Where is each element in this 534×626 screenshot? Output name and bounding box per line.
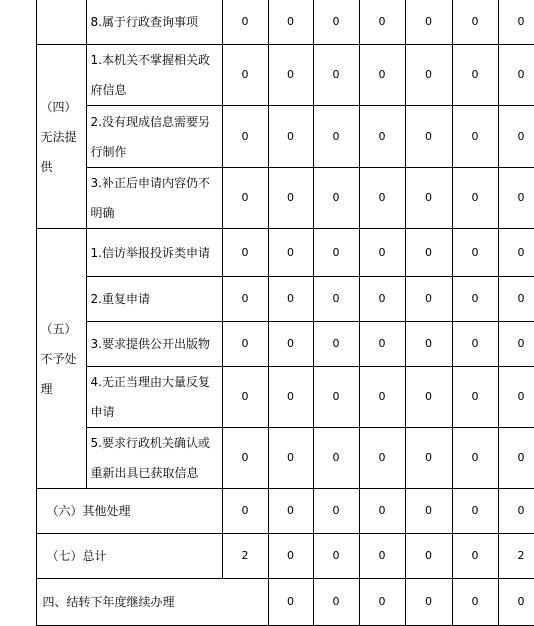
value-cell: 0 [452,229,498,277]
row-label: 2.重复申请 [86,277,222,322]
value-cell: 0 [268,489,313,534]
left-margin-cell [0,0,36,626]
value-cell: 0 [405,428,452,489]
value-cell: 0 [498,579,534,626]
value-cell: 0 [313,229,359,277]
value-cell: 0 [359,168,405,229]
value-cell: 0 [498,45,534,106]
table-row [0,0,534,45]
category-cell-continued [36,0,86,45]
value-cell: 0 [359,0,405,45]
value-cell: 0 [268,229,313,277]
value-cell: 0 [268,168,313,229]
value-cell: 0 [359,322,405,367]
value-cell: 0 [452,367,498,428]
value-cell: 0 [452,579,498,626]
value-cell: 0 [405,229,452,277]
value-cell: 0 [268,367,313,428]
value-cell: 0 [313,428,359,489]
value-cell: 0 [268,277,313,322]
value-cell: 0 [359,367,405,428]
value-cell: 0 [313,534,359,579]
category-label: （五）不予处理 [36,229,86,489]
table-row [0,489,534,534]
value-cell: 0 [405,534,452,579]
value-cell: 0 [498,428,534,489]
value-cell: 0 [405,277,452,322]
value-cell: 0 [359,277,405,322]
value-cell: 0 [359,579,405,626]
value-cell: 0 [452,322,498,367]
value-cell: 0 [405,322,452,367]
value-cell: 0 [452,0,498,45]
value-cell: 0 [405,45,452,106]
row-label: 3.补正后申请内容仍不明确 [86,168,222,229]
value-cell: 0 [268,106,313,168]
value-cell: 0 [313,45,359,106]
row-label: （六）其他处理 [36,489,222,534]
value-cell: 0 [222,0,268,45]
value-cell: 0 [498,277,534,322]
value-cell: 0 [452,489,498,534]
value-cell: 0 [452,534,498,579]
row-label: 3.要求提供公开出版物 [86,322,222,367]
value-cell: 0 [222,489,268,534]
value-cell: 0 [498,168,534,229]
value-cell: 0 [405,168,452,229]
row-label: 1.本机关不掌握相关政府信息 [86,45,222,106]
value-cell: 0 [452,428,498,489]
value-cell: 0 [313,168,359,229]
value-cell: 0 [359,428,405,489]
value-cell: 0 [359,534,405,579]
value-cell: 0 [359,489,405,534]
value-cell: 0 [268,534,313,579]
value-cell: 0 [498,489,534,534]
value-cell: 0 [498,106,534,168]
value-cell: 2 [498,534,534,579]
row-label: 4.无正当理由大量反复申请 [86,367,222,428]
table-row [0,229,534,277]
value-cell: 0 [498,367,534,428]
value-cell: 0 [313,106,359,168]
value-cell: 0 [313,322,359,367]
value-cell: 0 [222,322,268,367]
value-cell: 0 [452,277,498,322]
value-cell: 0 [359,229,405,277]
value-cell: 0 [222,277,268,322]
value-cell: 0 [313,277,359,322]
value-cell: 2 [222,534,268,579]
value-cell: 0 [452,106,498,168]
value-cell: 0 [313,579,359,626]
row-label: 5.要求行政机关确认或重新出具已获取信息 [86,428,222,489]
value-cell: 0 [222,367,268,428]
category-label: （四）无法提供 [36,45,86,229]
table-row [0,579,534,626]
value-cell: 0 [405,367,452,428]
value-cell: 0 [405,106,452,168]
value-cell: 0 [222,45,268,106]
row-label: 1.信访举报投诉类申请 [86,229,222,277]
value-cell: 0 [452,168,498,229]
row-label: 2.没有现成信息需要另行制作 [86,106,222,168]
value-cell: 0 [498,0,534,45]
value-cell: 0 [268,428,313,489]
value-cell: 0 [498,229,534,277]
table-row [0,534,534,579]
row-label: 8.属于行政查询事项 [86,0,222,45]
value-cell: 0 [313,367,359,428]
row-label: （七）总计 [36,534,222,579]
value-cell: 0 [222,229,268,277]
value-cell: 0 [222,168,268,229]
table-row [0,45,534,106]
value-cell: 0 [222,428,268,489]
value-cell: 0 [268,322,313,367]
value-cell: 0 [268,45,313,106]
value-cell: 0 [498,322,534,367]
value-cell: 0 [359,45,405,106]
value-cell: 0 [313,0,359,45]
value-cell: 0 [268,0,313,45]
value-cell: 0 [268,579,313,626]
value-cell: 0 [359,106,405,168]
row-label: 四、结转下年度继续办理 [36,579,268,626]
value-cell: 0 [452,45,498,106]
value-cell: 0 [222,106,268,168]
value-cell: 0 [405,0,452,45]
value-cell: 0 [313,489,359,534]
value-cell: 0 [405,579,452,626]
value-cell: 0 [405,489,452,534]
